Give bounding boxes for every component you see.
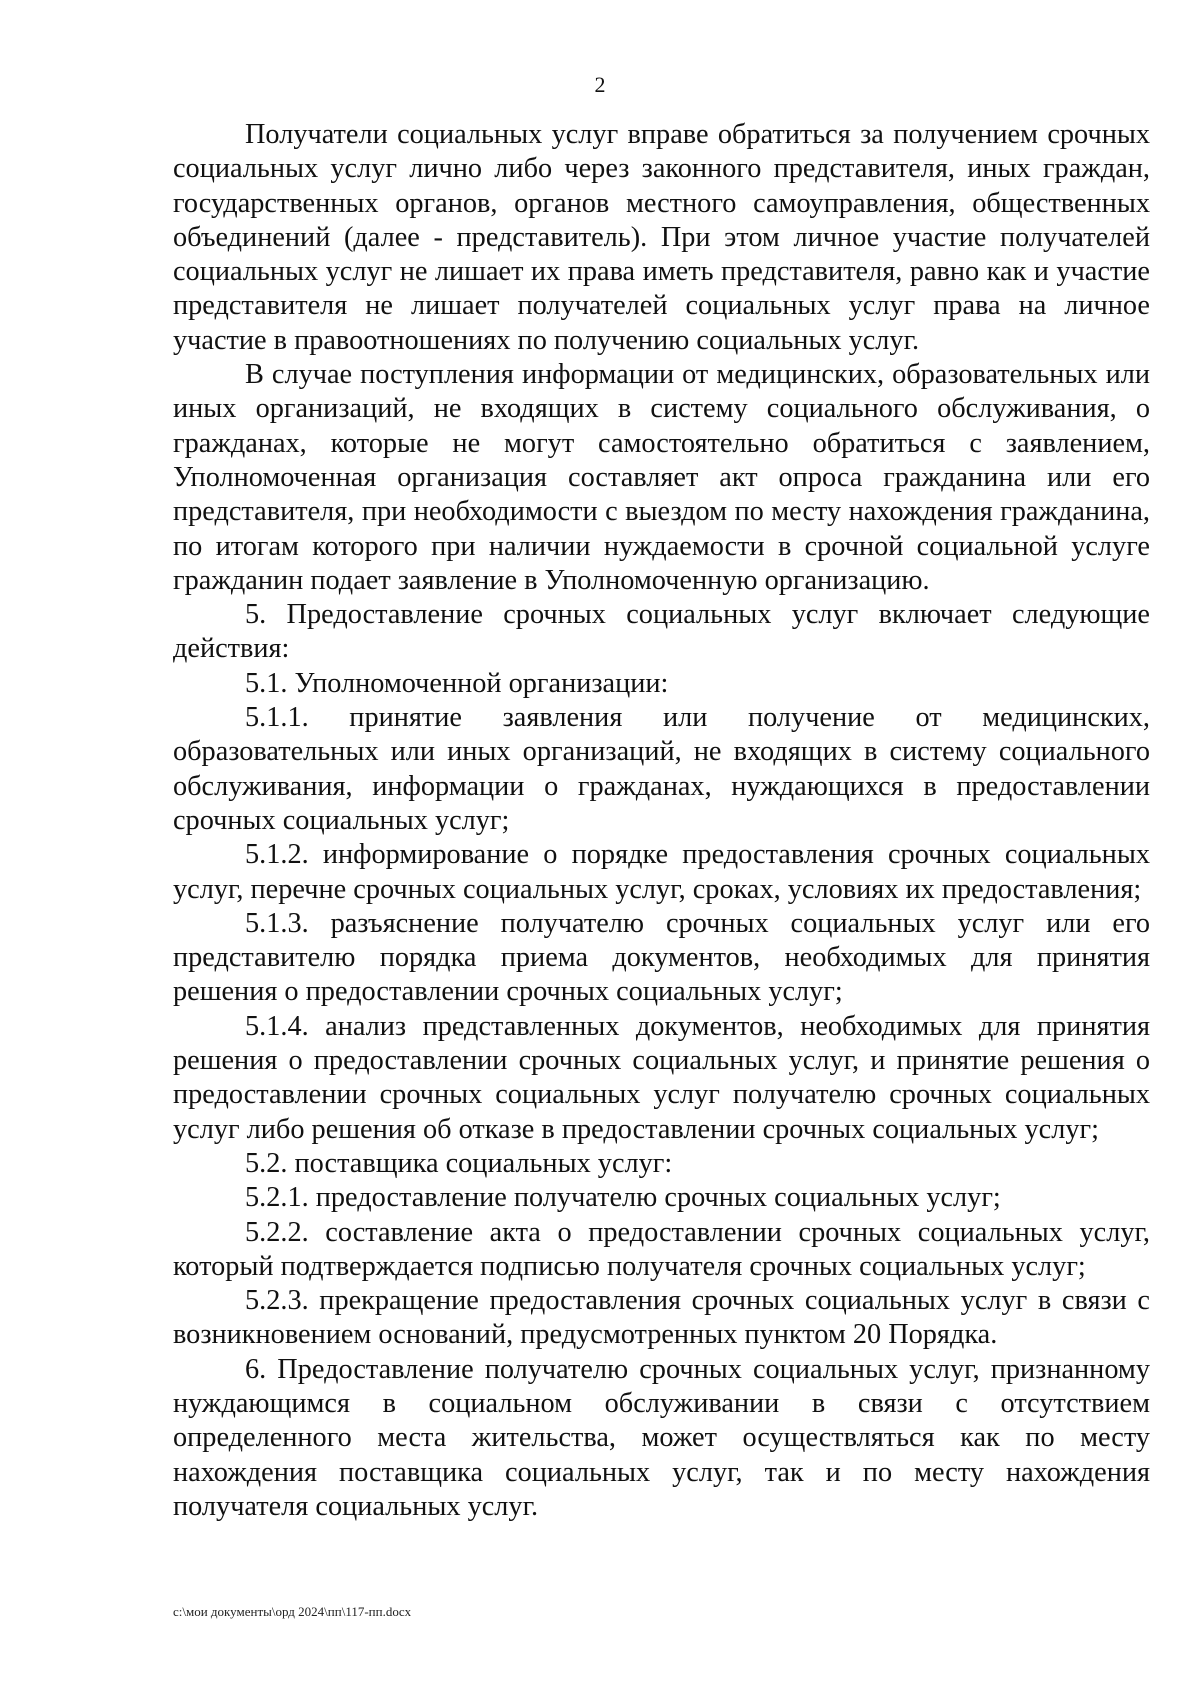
paragraph-clause-5-1-2: 5.1.2. информирование о порядке предоставления срочных социальных услуг, перечне срочных социальных услуг, сроках, условиях их предоставления; — [173, 839, 1150, 905]
paragraph-clause-5-1-4: 5.1.4. анализ представленных документов, необходимых для принятия решения о предоставлении срочных социальных услуг, и принятие решения о предоставлении срочных социальных услуг получателю срочных социальных услуг либо решения об отказе в предоставлении срочных социальных услуг; — [173, 1010, 1150, 1145]
paragraph-representative: Получатели социальных услуг вправе обратиться за получением срочных социальных услуг лично либо через законного представителя, иных граждан, государственных органов, органов местного самоуправления, общественных объединений (далее - представитель). При этом личное участие получателей социальных услуг не лишает их права иметь представителя, равно как и участие представителя не лишает получателей социальных услуг права на личное участие в правоотношениях по получению социальных услуг. — [173, 119, 1150, 356]
page-number: 2 — [594, 72, 606, 97]
paragraph-clause-5-2-2: 5.2.2. составление акта о предоставлении срочных социальных услуг, который подтверждается подписью получателя срочных социальных услуг; — [173, 1216, 1150, 1282]
paragraph-clause-6: 6. Предоставление получателю срочных социальных услуг, признанному нуждающимся в социальном обслуживании в связи с отсутствием определенного места жительства, может осуществляться как по месту нахождения поставщика социальных услуг, так и по месту нахождения получателя социальных услуг. — [173, 1353, 1150, 1522]
paragraph-clause-5-2-3: 5.2.3. прекращение предоставления срочных социальных услуг в связи с возникновением оснований, предусмотренных пунктом 20 Порядка. — [173, 1285, 1150, 1351]
paragraph-clause-5-1: 5.1. Уполномоченной организации: — [245, 667, 669, 699]
paragraph-organization-info: В случае поступления информации от медицинских, образовательных или иных организаций, не входящих в систему социального обслуживания, о гражданах, которые не могут самостоятельно обратиться с заявлением, Уполномоченная организация составляет акт опроса гражданина или его представителя, при необходимости с выездом по месту нахождения гражданина, по итогам которого при наличии нуждаемости в срочной социальной услуге гражданин подает заявление в Уполномоченную организацию. — [173, 359, 1150, 596]
paragraph-clause-5-2: 5.2. поставщика социальных услуг: — [245, 1147, 673, 1179]
paragraph-clause-5-1-1: 5.1.1. принятие заявления или получение от медицинских, образовательных или иных организаций, не входящих в систему социального обслуживания, информации о гражданах, нуждающихся в предоставлении срочных социальных услуг; — [173, 702, 1150, 836]
paragraph-clause-5: 5. Предоставление срочных социальных услуг включает следующие действия: — [173, 599, 1150, 665]
paragraph-clause-5-1-3: 5.1.3. разъяснение получателю срочных социальных услуг или его представителю порядка приема документов, необходимых для принятия решения о предоставлении срочных социальных услуг; — [173, 907, 1150, 1008]
paragraph-clause-5-2-1: 5.2.1. предоставление получателю срочных социальных услуг; — [245, 1182, 1001, 1214]
footer-file-path: с:\мои документы\орд 2024\пп\117-пп.docx — [173, 1604, 412, 1619]
document-body — [173, 118, 1150, 1524]
